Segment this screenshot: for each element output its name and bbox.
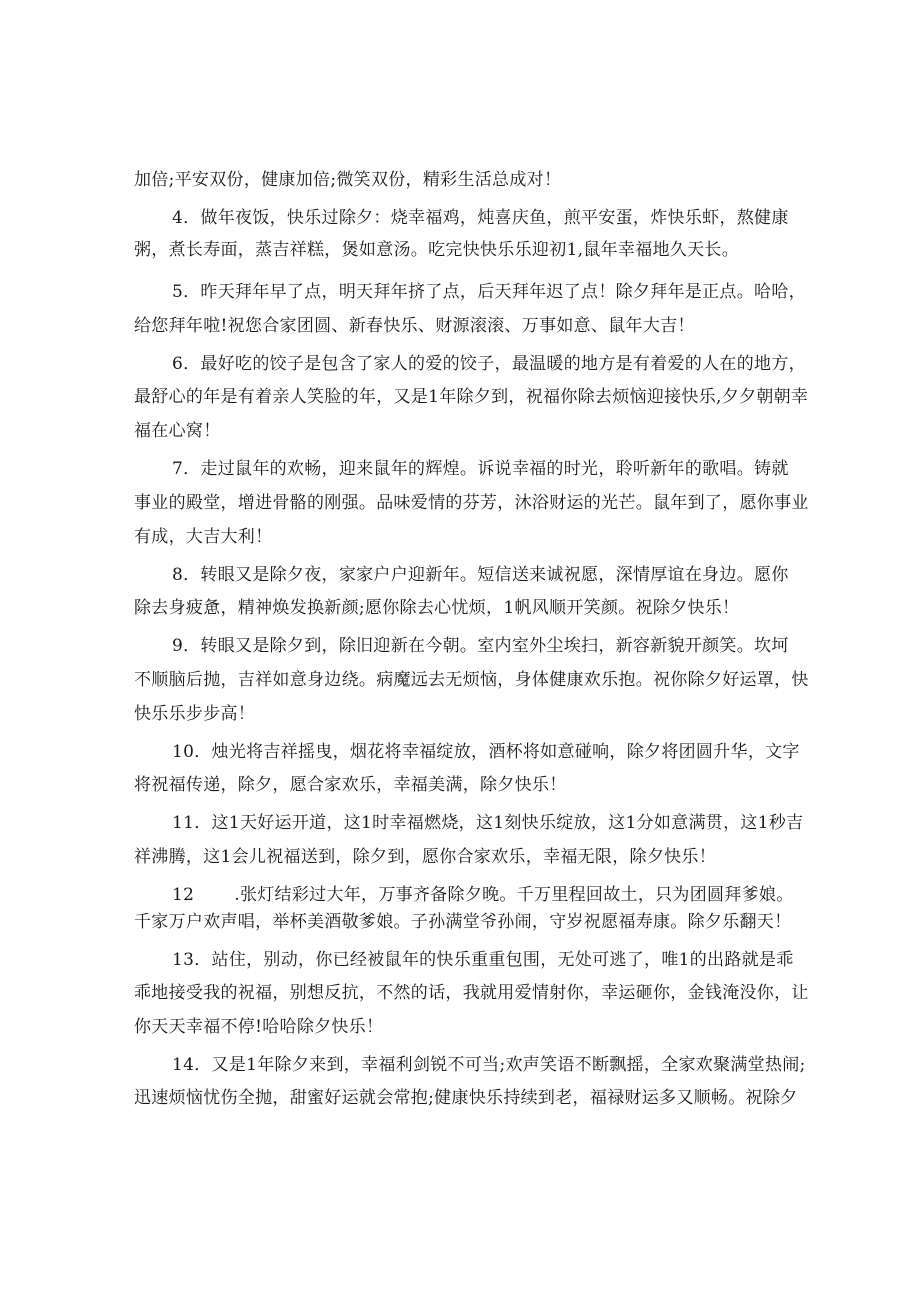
text-line [172,885,794,905]
text-line: 4．做年夜饭，快乐过除夕：烧幸福鸡，炖喜庆鱼，煎平安蛋，炸快乐虾，熬健康 [172,208,789,228]
text-line: 5．昨天拜年早了点，明天拜年挤了点，后天拜年迟了点！除夕拜年是正点。哈哈， [172,282,806,302]
text-line: 粥，煮长寿面，蒸吉祥糕，煲如意汤。吃完快快乐乐迎初1,鼠年幸福地久天长。 [134,240,740,260]
text-line: 千家万户欢声唱，举杯美酒敬爹娘。子孙满堂爷孙闹，守岁祝愿福寿康。除夕乐翻天！ [134,912,792,932]
item-number: 12 [172,885,195,905]
text-line: 6．最好吃的饺子是包含了家人的爱的饺子，最温暖的地方是有着爱的人在的地方， [172,354,806,374]
text-line: 福在心窝！ [134,421,221,441]
text-line: 7．走过鼠年的欢畅，迎来鼠年的辉煌。诉说幸福的时光，聆听新年的歌唱。铸就 [172,459,789,479]
text-line: 不顺脑后抛，吉祥如意身边绕。病魔远去无烦恼，身体健康欢乐抱。祝你除夕好运罩，快 [134,670,809,690]
text-line: 11．这1天好运开道，这1时幸福燃烧，这1刻快乐绽放，这1分如意满贯，这1秒吉 [172,813,804,833]
text-line: 事业的殿堂，增进骨骼的刚强。品味爱情的芬芳，沐浴财运的光芒。鼠年到了，愿你事业 [134,493,809,513]
text-line: 你天天幸福不停!哈哈除夕快乐！ [134,1017,384,1037]
text-line: 祥沸腾，这1会儿祝福送到，除夕到，愿你合家欢乐，幸福无限，除夕快乐！ [134,847,717,867]
text-line: 有成，大吉大利！ [134,527,273,547]
text-line: 10．烛光将吉祥摇曳，烟花将幸福绽放，酒杯将如意碰响，除夕将团圆升华，文字 [172,742,800,762]
text-line: 9．转眼又是除夕到，除旧迎新在今朝。室内室外尘埃扫，新容新貌开颜笑。坎坷 [172,636,789,656]
text-line: 最舒心的年是有着亲人笑脸的年，又是1年除夕到，祝福你除去烦恼迎接快乐,夕夕朝朝幸 [134,387,809,407]
text-line: 加倍;平安双份，健康加倍;微笑双份，精彩生活总成对！ [134,170,562,190]
text-line: 8．转眼又是除夕夜，家家户户迎新年。短信送来诚祝愿，深情厚谊在身边。愿你 [172,565,789,585]
text-line: 13．站住，别动，你已经被鼠年的快乐重重包围，无处可逃了，唯1的出路就是乖 [172,950,794,970]
item-text: .张灯结彩过大年，万事齐备除夕晚。千万里程回故土，只为团圆拜爹娘。 [234,885,794,905]
text-line: 乖地接受我的祝福，别想反抗，不然的话，我就用爱情射你，幸运砸你，金钱淹没你，让 [134,983,809,1003]
text-line: 除去身疲惫，精神焕发换新颜;愿你除去心忧烦，1帆风顺开笑颜。祝除夕快乐！ [134,598,740,618]
text-line: 给您拜年啦!祝您合家团圆、新春快乐、财源滚滚、万事如意、鼠年大吉！ [134,316,695,336]
text-line: 将祝福传递，除夕，愿合家欢乐，幸福美满，除夕快乐！ [134,775,567,795]
text-line: 14．又是1年除夕来到，幸福利剑锐不可当;欢声笑语不断飘摇，全家欢聚满堂热闹; [172,1055,806,1075]
text-line: 迅速烦恼忧伤全抛，甜蜜好运就会常抱;健康快乐持续到老，福禄财运多又顺畅。祝除夕 [134,1088,798,1108]
text-line: 快乐乐步步高！ [134,704,256,724]
